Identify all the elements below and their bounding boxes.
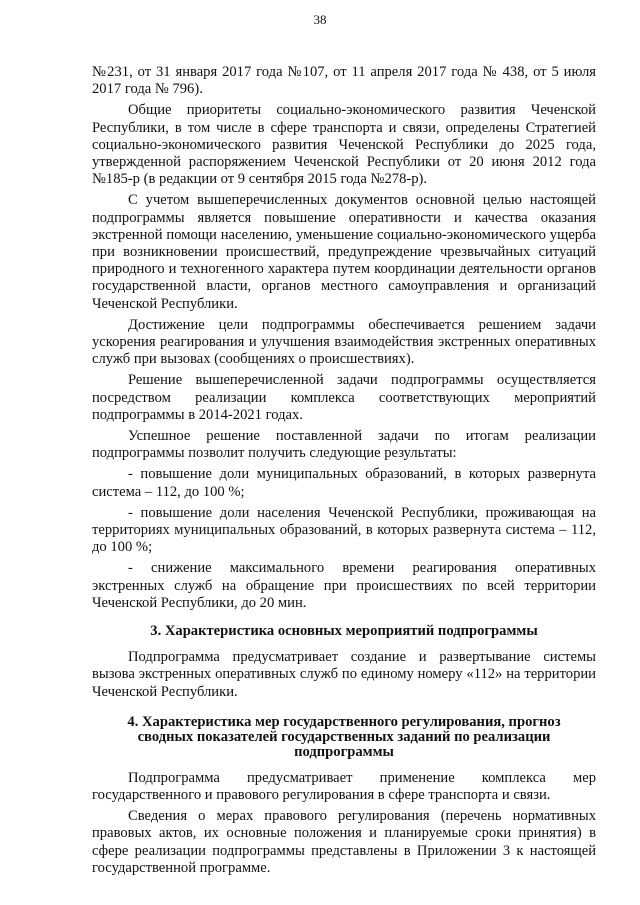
paragraph: Общие приоритеты социально-экономического развития Чеченской Республики, в том числе в сфере транспорта и связи, определены Стратегией социально-экономического развития Чеченской Республики до 2025 года, утвержденной распоряжением Чеченской Республики от 20 июня 2012 года №185-р (в редакции от 9 сентября 2015 года №278-р). [92, 102, 596, 188]
heading-line: подпрограммы [294, 743, 394, 760]
list-item: - повышение доли населения Чеченской Республики, проживающая на территориях муниципальных образований, в которых развернута система – 112, до 100 %; [92, 504, 596, 556]
paragraph: Достижение цели подпрограммы обеспечивается решением задачи ускорения реагирования и улучшения взаимодействия экстренных оперативных служб при вызовах (сообщениях о происшествиях). [92, 316, 596, 368]
page-content [92, 64, 596, 881]
paragraph: Успешное решение поставленной задачи по итогам реализации подпрограммы позволит получить следующие результаты: [92, 428, 596, 462]
paragraph: №231, от 31 января 2017 года №107, от 11 апреля 2017 года № 438, от 5 июля 2017 года № 796). [92, 64, 596, 98]
section-4-heading [92, 715, 596, 760]
paragraph: Решение вышеперечисленной задачи подпрограммы осуществляется посредством реализации комплекса соответствующих мероприятий подпрограммы в 2014-2021 годах. [92, 372, 596, 423]
section-3-heading: 3. Характеристика основных мероприятий подпрограммы [150, 623, 538, 640]
heading-line: 4. Характеристика мер государственного регулирования, прогноз [127, 713, 561, 730]
paragraph: С учетом вышеперечисленных документов основной целью настоящей подпрограммы является повышение оперативности и качества оказания экстренной помощи населению, уменьшение социально-экономического ущерба при возникновении происшествий, предупреждение чрезвычайных ситуаций природного и техногенного характера путем координации деятельности органов государственной власти, органов местного самоуправления и организаций Чеченской Республики. [92, 192, 596, 312]
heading-line: сводных показателей государственных заданий по реализации [137, 728, 551, 745]
paragraph: Подпрограмма предусматривает применение комплекса мер государственного и правового регулирования в сфере транспорта и связи. [92, 769, 596, 803]
list-item: - повышение доли муниципальных образований, в которых развернута система – 112, до 100 %; [92, 466, 596, 500]
list-item: - снижение максимального времени реагирования оперативных экстренных служб на обращение при происшествиях по всей территории Чеченской Республики, до 20 мин. [92, 560, 596, 611]
paragraph: Сведения о мерах правового регулирования (перечень нормативных правовых актов, их основные положения и планируемые сроки принятия) в сфере реализации подпрограммы представлены в Приложении 3 к настоящей государственной программе. [92, 808, 596, 876]
page-number: 38 [313, 12, 327, 27]
paragraph: Подпрограмма предусматривает создание и развертывание системы вызова экстренных оперативных служб по единому номеру «112» на территории Чеченской Республики. [92, 649, 596, 700]
